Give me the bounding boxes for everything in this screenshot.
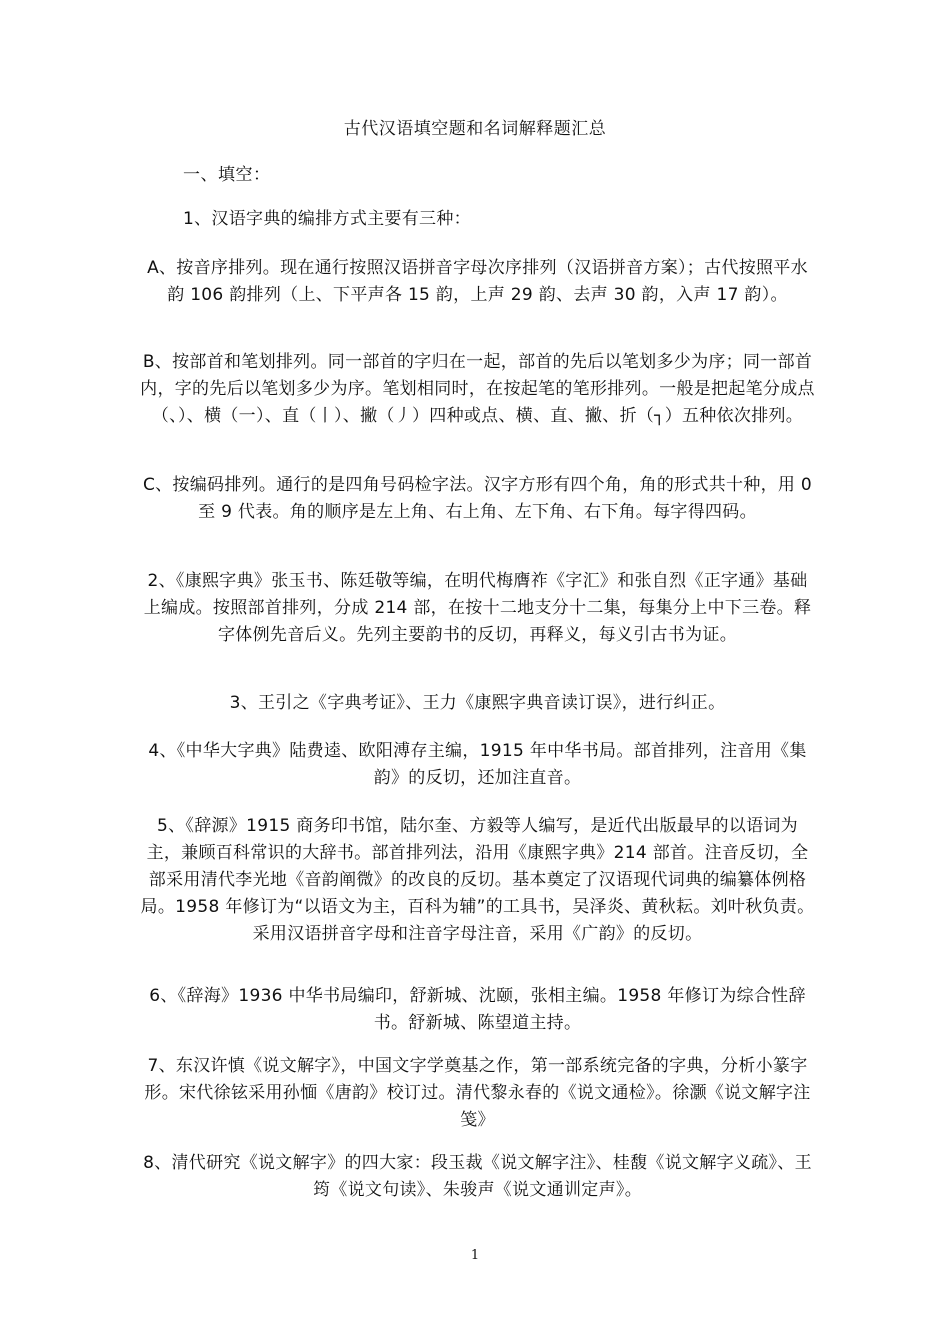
paragraph-item-4: 4、《中华大字典》陆费逵、欧阳溥存主编，1915 年中华书局。部首排列，注音用《集韵》的反切，还加注直音。 [148, 741, 807, 788]
page-number: 1 [470, 1248, 480, 1263]
paragraph-item-1a: A、按音序排列。现在通行按照汉语拼音字母次序排列（汉语拼音方案）；古代按照平水韵 106 韵排列（上、下平声各 15 韵，上声 29 韵、去声 30 韵，入声 17 韵）。 [147, 258, 808, 305]
paragraph-item-2: 2、《康熙字典》张玉书、陈廷敬等编，在明代梅膺祚《字汇》和张自烈《正字通》基础上编成。按照部首排列，分成 214 部，在按十二地支分十二集，每集分上中下三卷。释字体例先音后义。先列主要韵书的反切，再释义，每义引古书为证。 [143, 571, 812, 645]
paragraph-item-3: 3、王引之《字典考证》、王力《康熙字典音读订误》，进行纠正。 [229, 693, 726, 713]
section-heading: 一、填空： [183, 165, 271, 185]
paragraph-item-6: 6、《辞海》1936 中华书局编印，舒新城、沈颐，张相主编。1958 年修订为综合性辞书。舒新城、陈望道主持。 [149, 986, 806, 1033]
paragraph-item-1c: C、按编码排列。通行的是四角号码检字法。汉字方形有四个角，角的形式共十种，用 0 至 9 代表。角的顺序是左上角、右上角、左下角、右下角。每字得四码。 [142, 475, 813, 522]
paragraph-item-7: 7、东汉许慎《说文解字》，中国文字学奠基之作，第一部系统完备的字典，分析小篆字形。宋代徐铉采用孙愐《唐韵》校订过。清代黎永春的《说文通检》。徐灏《说文解字注笺》 [144, 1056, 811, 1130]
paragraph-item-5: 5、《辞源》1915 商务印书馆，陆尔奎、方毅等人编写，是近代出版最早的以语词为主，兼顾百科常识的大辞书。部首排列法，沿用《康熙字典》214 部首。注音反切，全部采用清代李光地《音韵阐微》的改良的反切。基本奠定了汉语现代词典的编纂体例格局。1958 年修订为“以语文为主，百科为辅”的工具书，吴泽炎、黄秋耘。刘叶秋负责。采用汉语拼音字母和注音字母注音，采用《广韵》的反切。 [140, 816, 815, 944]
paragraph-item-8: 8、清代研究《说文解字》的四大家：段玉裁《说文解字注》、桂馥《说文解字义疏》、王筠《说文句读》、朱骏声《说文通训定声》。 [143, 1153, 812, 1200]
paragraph-item-1b: B、按部首和笔划排列。同一部首的字归在一起，部首的先后以笔划多少为序；同一部首内，字的先后以笔划多少为序。笔划相同时，在按起笔的笔形排列。一般是把起笔分成点（、）、横（一）、直（丨）、撇（丿）四种或点、横、直、撇、折（┐）五种依次排列。 [140, 352, 815, 426]
paragraph-item-1: 1、汉语字典的编排方式主要有三种： [183, 209, 471, 229]
document-title: 古代汉语填空题和名词解释题汇总 [343, 119, 607, 139]
